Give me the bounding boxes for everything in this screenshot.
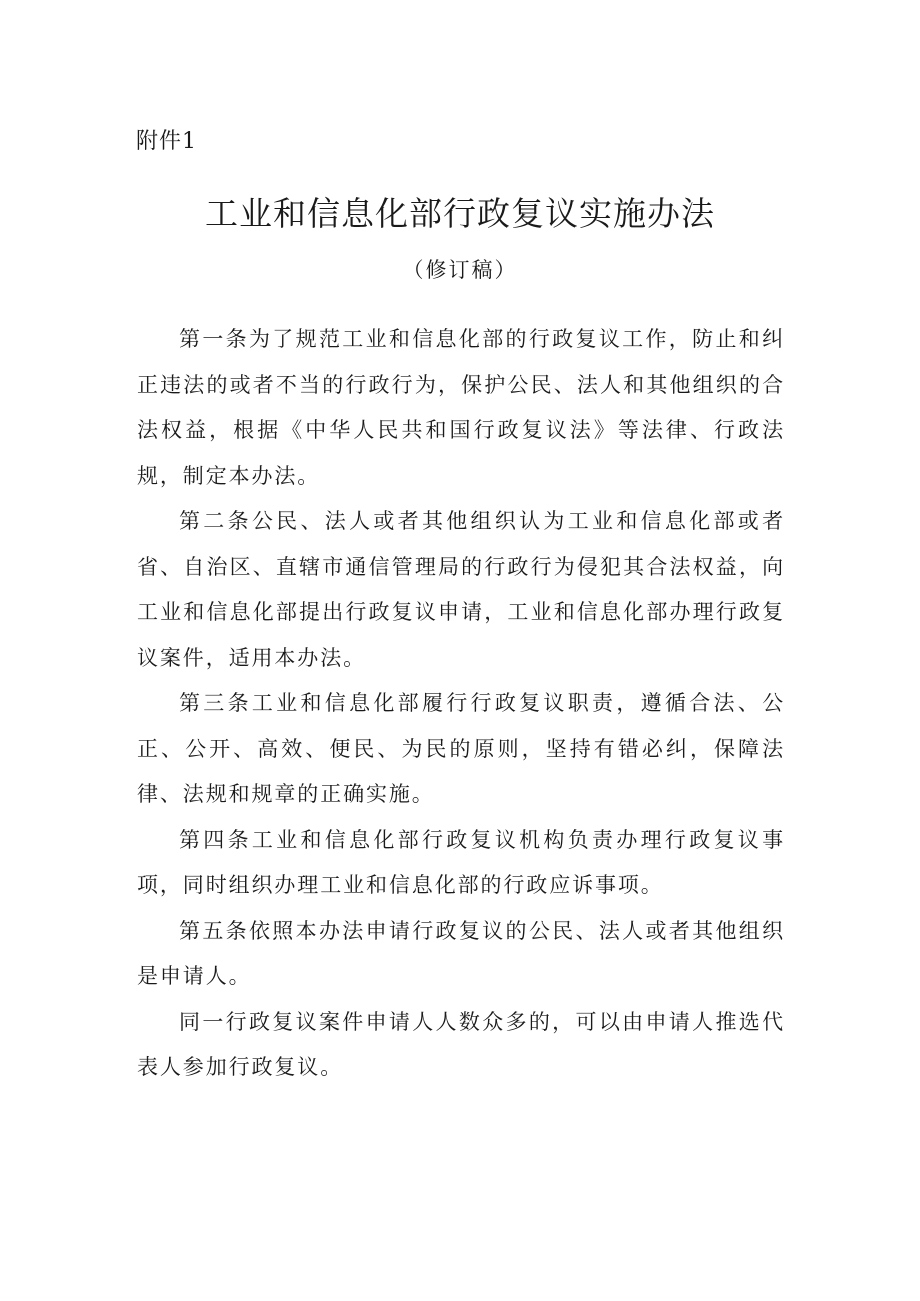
article-5-paragraph: 第五条依照本办法申请行政复议的公民、法人或者其他组织是申请人。 — [137, 918, 785, 988]
article-3-paragraph: 第三条工业和信息化部履行行政复议职责，遵循合法、公正、公开、高效、便民、为民的原则，坚持有错必纠，保障法律、法规和规章的正确实施。 — [137, 691, 785, 806]
article-4-paragraph: 第四条工业和信息化部行政复议机构负责办理行政复议事项，同时组织办理工业和信息化部的行政应诉事项。 — [137, 827, 785, 897]
document-subtitle: （修订稿） — [402, 258, 518, 282]
document-title: 工业和信息化部行政复议实施办法 — [205, 194, 715, 233]
attachment-label: 附件1 — [136, 129, 197, 154]
article-2-paragraph: 第二条公民、法人或者其他组织认为工业和信息化部或者省、自治区、直辖市通信管理局的行政行为侵犯其合法权益，向工业和信息化部提出行政复议申请，工业和信息化部办理行政复议案件，适用本办法。 — [137, 509, 785, 670]
article-5-clause-2-paragraph: 同一行政复议案件申请人人数众多的，可以由申请人推选代表人参加行政复议。 — [137, 1009, 785, 1079]
document-body — [137, 317, 785, 1091]
article-1-paragraph: 第一条为了规范工业和信息化部的行政复议工作，防止和纠正违法的或者不当的行政行为，保护公民、法人和其他组织的合法权益，根据《中华人民共和国行政复议法》等法律、行政法规，制定本办法。 — [137, 327, 785, 488]
